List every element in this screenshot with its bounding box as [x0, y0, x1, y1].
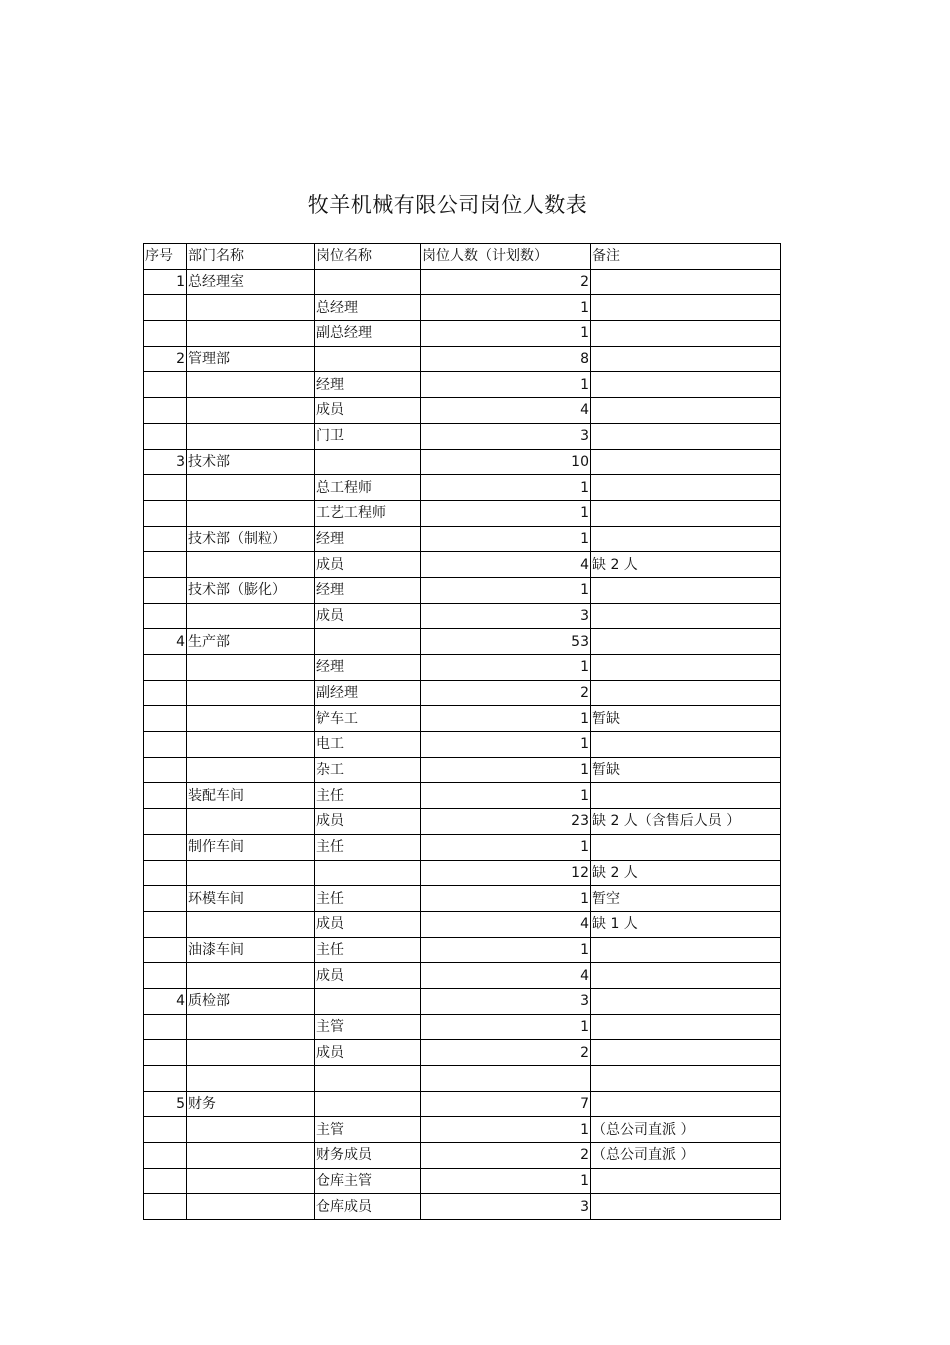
cell-position: 门卫 [315, 423, 421, 449]
document-title: 牧羊机械有限公司岗位人数表 [307, 193, 588, 217]
cell-position: 经理 [315, 526, 421, 552]
cell-department: 制作车间 [187, 834, 315, 860]
cell-department: 总经理室 [187, 269, 315, 295]
cell-position [315, 449, 421, 475]
header-headcount: 岗位人数（计划数） [421, 244, 591, 270]
cell-serial-no [144, 732, 187, 758]
cell-department [187, 757, 315, 783]
table-row [144, 577, 781, 603]
table-row [144, 1091, 781, 1117]
cell-department [187, 1194, 315, 1220]
cell-position: 总工程师 [315, 475, 421, 501]
cell-position: 成员 [315, 1040, 421, 1066]
cell-headcount: 4 [421, 911, 591, 937]
cell-headcount: 1 [421, 475, 591, 501]
cell-remarks [591, 732, 781, 758]
cell-remarks: 缺 2 人 [591, 860, 781, 886]
cell-serial-no [144, 655, 187, 681]
table-row [144, 988, 781, 1014]
cell-headcount: 53 [421, 629, 591, 655]
table-row [144, 449, 781, 475]
cell-remarks: 暂空 [591, 886, 781, 912]
cell-remarks [591, 1168, 781, 1194]
cell-headcount: 1 [421, 500, 591, 526]
cell-department [187, 655, 315, 681]
cell-department [187, 1014, 315, 1040]
staffing-table [143, 243, 781, 1220]
cell-remarks [591, 1014, 781, 1040]
cell-remarks: 缺 2 人（含售后人员 ） [591, 809, 781, 835]
cell-department [187, 963, 315, 989]
table-body [144, 269, 781, 1219]
table-row [144, 269, 781, 295]
table-row [144, 1066, 781, 1092]
cell-serial-no [144, 1194, 187, 1220]
cell-remarks [591, 449, 781, 475]
cell-serial-no [144, 577, 187, 603]
cell-department: 管理部 [187, 346, 315, 372]
cell-headcount: 1 [421, 706, 591, 732]
cell-serial-no [144, 321, 187, 347]
cell-department [187, 1066, 315, 1092]
cell-position: 杂工 [315, 757, 421, 783]
cell-serial-no [144, 500, 187, 526]
cell-serial-no [144, 1014, 187, 1040]
table-row [144, 295, 781, 321]
cell-remarks [591, 269, 781, 295]
cell-remarks [591, 475, 781, 501]
cell-headcount: 7 [421, 1091, 591, 1117]
cell-department [187, 500, 315, 526]
table-row [144, 603, 781, 629]
table-row [144, 680, 781, 706]
cell-serial-no [144, 526, 187, 552]
cell-headcount: 1 [421, 526, 591, 552]
table-row [144, 809, 781, 835]
cell-serial-no [144, 1143, 187, 1169]
cell-serial-no [144, 834, 187, 860]
cell-department [187, 732, 315, 758]
cell-remarks [591, 1091, 781, 1117]
cell-department [187, 475, 315, 501]
cell-remarks [591, 372, 781, 398]
cell-position: 成员 [315, 963, 421, 989]
cell-department [187, 809, 315, 835]
cell-position [315, 988, 421, 1014]
cell-position: 经理 [315, 655, 421, 681]
cell-department: 质检部 [187, 988, 315, 1014]
cell-remarks [591, 526, 781, 552]
cell-remarks [591, 1066, 781, 1092]
cell-headcount: 3 [421, 423, 591, 449]
cell-department: 技术部（膨化） [187, 577, 315, 603]
table-row [144, 937, 781, 963]
cell-remarks [591, 321, 781, 347]
cell-department [187, 706, 315, 732]
cell-position: 成员 [315, 398, 421, 424]
table-row [144, 834, 781, 860]
cell-position: 副总经理 [315, 321, 421, 347]
cell-position: 总经理 [315, 295, 421, 321]
cell-headcount: 2 [421, 269, 591, 295]
cell-serial-no [144, 911, 187, 937]
cell-serial-no [144, 937, 187, 963]
table-row [144, 346, 781, 372]
cell-headcount: 1 [421, 757, 591, 783]
cell-position: 主任 [315, 886, 421, 912]
table-row [144, 783, 781, 809]
cell-remarks [591, 783, 781, 809]
cell-remarks [591, 398, 781, 424]
cell-department: 油漆车间 [187, 937, 315, 963]
cell-remarks [591, 988, 781, 1014]
cell-department: 生产部 [187, 629, 315, 655]
cell-headcount: 2 [421, 1040, 591, 1066]
cell-serial-no: 4 [144, 988, 187, 1014]
cell-department: 技术部（制粒） [187, 526, 315, 552]
cell-headcount: 2 [421, 1143, 591, 1169]
cell-position [315, 346, 421, 372]
cell-position: 经理 [315, 372, 421, 398]
cell-serial-no [144, 295, 187, 321]
cell-serial-no [144, 886, 187, 912]
cell-remarks [591, 629, 781, 655]
cell-department [187, 398, 315, 424]
cell-remarks [591, 834, 781, 860]
cell-headcount: 3 [421, 988, 591, 1014]
cell-headcount: 1 [421, 937, 591, 963]
cell-headcount: 2 [421, 680, 591, 706]
cell-department [187, 423, 315, 449]
cell-position: 成员 [315, 911, 421, 937]
cell-headcount: 1 [421, 1168, 591, 1194]
cell-remarks [591, 1040, 781, 1066]
table-row [144, 732, 781, 758]
cell-serial-no [144, 706, 187, 732]
cell-headcount: 10 [421, 449, 591, 475]
table-row [144, 552, 781, 578]
table-row [144, 1143, 781, 1169]
cell-serial-no [144, 603, 187, 629]
table-row [144, 757, 781, 783]
table-row [144, 655, 781, 681]
table-row [144, 1168, 781, 1194]
cell-department [187, 860, 315, 886]
cell-serial-no [144, 680, 187, 706]
cell-remarks [591, 655, 781, 681]
cell-serial-no: 3 [144, 449, 187, 475]
header-row [144, 244, 781, 270]
cell-position: 主任 [315, 834, 421, 860]
cell-department [187, 372, 315, 398]
header-serial-no: 序号 [144, 244, 187, 270]
cell-headcount: 1 [421, 834, 591, 860]
table-row [144, 1014, 781, 1040]
cell-position: 铲车工 [315, 706, 421, 732]
cell-headcount: 4 [421, 552, 591, 578]
table-row [144, 860, 781, 886]
cell-headcount: 1 [421, 1117, 591, 1143]
cell-position: 仓库成员 [315, 1194, 421, 1220]
cell-position [315, 860, 421, 886]
cell-position: 工艺工程师 [315, 500, 421, 526]
cell-position: 成员 [315, 603, 421, 629]
cell-position: 成员 [315, 552, 421, 578]
cell-serial-no: 1 [144, 269, 187, 295]
cell-serial-no [144, 783, 187, 809]
cell-remarks [591, 346, 781, 372]
cell-headcount: 3 [421, 1194, 591, 1220]
cell-department [187, 1117, 315, 1143]
cell-department: 环模车间 [187, 886, 315, 912]
table-row [144, 475, 781, 501]
cell-department [187, 552, 315, 578]
cell-department [187, 1143, 315, 1169]
table-row [144, 321, 781, 347]
cell-serial-no [144, 809, 187, 835]
header-remarks: 备注 [591, 244, 781, 270]
cell-serial-no [144, 423, 187, 449]
cell-headcount: 8 [421, 346, 591, 372]
cell-serial-no: 2 [144, 346, 187, 372]
cell-headcount: 1 [421, 655, 591, 681]
cell-headcount: 1 [421, 577, 591, 603]
cell-position: 副经理 [315, 680, 421, 706]
cell-department [187, 295, 315, 321]
cell-position: 电工 [315, 732, 421, 758]
cell-position: 主任 [315, 783, 421, 809]
cell-remarks: （总公司直派 ） [591, 1143, 781, 1169]
table-row [144, 526, 781, 552]
cell-serial-no: 5 [144, 1091, 187, 1117]
cell-headcount: 1 [421, 783, 591, 809]
cell-serial-no [144, 1168, 187, 1194]
cell-remarks [591, 963, 781, 989]
cell-serial-no [144, 372, 187, 398]
cell-serial-no: 4 [144, 629, 187, 655]
cell-position [315, 269, 421, 295]
cell-headcount: 4 [421, 963, 591, 989]
table-row [144, 963, 781, 989]
cell-position: 仓库主管 [315, 1168, 421, 1194]
cell-position: 经理 [315, 577, 421, 603]
cell-remarks [591, 680, 781, 706]
cell-department: 装配车间 [187, 783, 315, 809]
cell-department: 财务 [187, 1091, 315, 1117]
cell-headcount: 12 [421, 860, 591, 886]
cell-remarks [591, 423, 781, 449]
cell-remarks [591, 500, 781, 526]
cell-department: 技术部 [187, 449, 315, 475]
cell-position: 成员 [315, 809, 421, 835]
cell-serial-no [144, 1040, 187, 1066]
table-row [144, 1194, 781, 1220]
cell-serial-no [144, 860, 187, 886]
cell-headcount [421, 1066, 591, 1092]
table-row [144, 1117, 781, 1143]
cell-remarks: 缺 1 人 [591, 911, 781, 937]
cell-serial-no [144, 552, 187, 578]
table-row [144, 886, 781, 912]
cell-remarks [591, 295, 781, 321]
cell-remarks: 暂缺 [591, 757, 781, 783]
cell-serial-no [144, 963, 187, 989]
cell-position: 主管 [315, 1014, 421, 1040]
cell-headcount: 1 [421, 732, 591, 758]
cell-position: 主任 [315, 937, 421, 963]
cell-serial-no [144, 757, 187, 783]
cell-remarks [591, 603, 781, 629]
cell-department [187, 603, 315, 629]
table-row [144, 423, 781, 449]
cell-remarks [591, 937, 781, 963]
cell-department [187, 1040, 315, 1066]
cell-serial-no [144, 398, 187, 424]
header-department: 部门名称 [187, 244, 315, 270]
cell-headcount: 3 [421, 603, 591, 629]
table-row [144, 706, 781, 732]
cell-headcount: 1 [421, 372, 591, 398]
cell-serial-no [144, 1066, 187, 1092]
cell-headcount: 1 [421, 295, 591, 321]
cell-headcount: 23 [421, 809, 591, 835]
cell-position: 财务成员 [315, 1143, 421, 1169]
cell-remarks [591, 1194, 781, 1220]
cell-position [315, 1066, 421, 1092]
cell-serial-no [144, 475, 187, 501]
table-row [144, 911, 781, 937]
cell-department [187, 321, 315, 347]
cell-headcount: 1 [421, 886, 591, 912]
cell-remarks [591, 577, 781, 603]
cell-serial-no [144, 1117, 187, 1143]
header-position: 岗位名称 [315, 244, 421, 270]
table-row [144, 629, 781, 655]
cell-remarks: 暂缺 [591, 706, 781, 732]
cell-headcount: 1 [421, 321, 591, 347]
cell-position [315, 1091, 421, 1117]
cell-department [187, 1168, 315, 1194]
cell-remarks: （总公司直派 ） [591, 1117, 781, 1143]
table-row [144, 372, 781, 398]
cell-department [187, 911, 315, 937]
table-row [144, 500, 781, 526]
table-header [144, 244, 781, 270]
cell-headcount: 4 [421, 398, 591, 424]
cell-position [315, 629, 421, 655]
cell-remarks: 缺 2 人 [591, 552, 781, 578]
cell-position: 主管 [315, 1117, 421, 1143]
cell-headcount: 1 [421, 1014, 591, 1040]
table-row [144, 1040, 781, 1066]
table-row [144, 398, 781, 424]
cell-department [187, 680, 315, 706]
